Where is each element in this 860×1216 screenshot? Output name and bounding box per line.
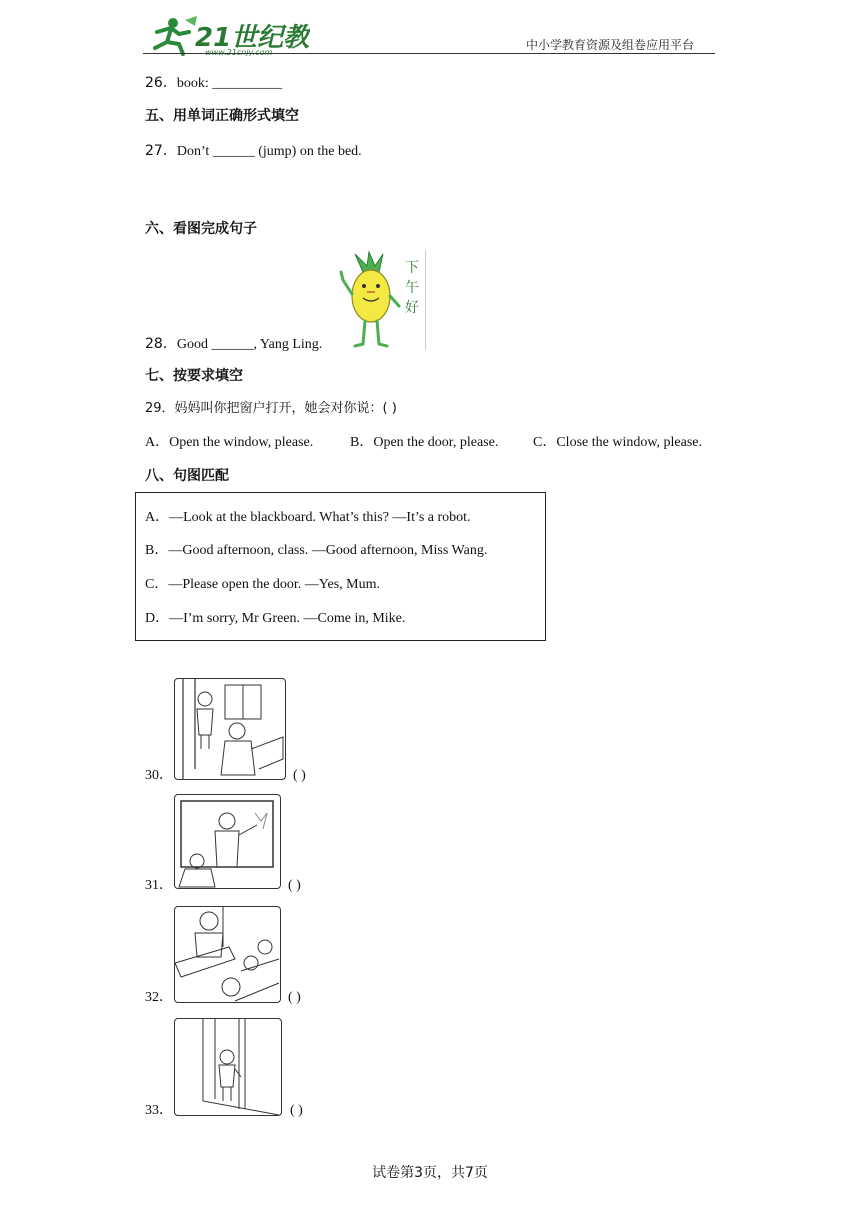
- picture-30: [174, 678, 286, 780]
- header-divider: [143, 53, 715, 54]
- section-5-title: 五、用单词正确形式填空: [145, 108, 299, 124]
- picture-32: [174, 906, 281, 1003]
- match-option-b: B．—Good afternoon, class. —Good afternoon, Miss Wang.: [145, 543, 488, 558]
- item-31-answer-blank[interactable]: ( ): [288, 878, 301, 893]
- match-option-a: A．—Look at the blackboard. What’s this? —It’s a robot.: [145, 510, 471, 525]
- platform-name: 中小学教育资源及组卷应用平台: [526, 38, 695, 52]
- question-text: book: __________: [176, 76, 283, 91]
- picture-char-3: 好: [405, 300, 419, 316]
- pineapple-picture: [333, 250, 426, 350]
- question-number: 29．: [145, 401, 175, 416]
- item-32-number: 32．: [145, 990, 173, 1005]
- logo-text: 21世纪教: [195, 23, 310, 53]
- picture-char-1: 下: [405, 260, 419, 276]
- item-32-answer-blank[interactable]: ( ): [288, 990, 301, 1005]
- question-26: [145, 74, 282, 93]
- item-30-number: 30．: [145, 768, 173, 783]
- page-footer: 试卷第3页，共7页: [372, 1165, 488, 1181]
- question-28: [145, 335, 322, 354]
- section-7-title: 七、按要求填空: [145, 368, 243, 384]
- match-option-c: C．—Please open the door. —Yes, Mum.: [145, 577, 381, 592]
- section-6-title: 六、看图完成句子: [145, 221, 257, 237]
- match-option-d: D．—I’m sorry, Mr Green. —Come in, Mike.: [145, 611, 406, 626]
- picture-31: [174, 794, 281, 889]
- option-a: A．Open the window, please.: [145, 435, 314, 450]
- item-33-number: 33．: [145, 1103, 173, 1118]
- picture-char-2: 午: [405, 280, 419, 296]
- question-number: 26．: [145, 75, 177, 91]
- item-33-answer-blank[interactable]: ( ): [290, 1103, 303, 1118]
- logo-url-text: www.21cnjy.com: [205, 48, 273, 56]
- question-text: Good ______, Yang Ling.: [176, 337, 323, 352]
- item-31-number: 31．: [145, 878, 173, 893]
- option-b: B．Open the door, please.: [350, 435, 499, 450]
- question-text: 妈妈叫你把窗户打开，她会对你说：( ): [174, 401, 397, 416]
- item-30-answer-blank[interactable]: ( ): [293, 768, 306, 783]
- question-29: [145, 400, 397, 418]
- picture-33: [174, 1018, 282, 1116]
- question-27: [145, 142, 362, 161]
- question-text: Don’t ______ (jump) on the bed.: [176, 144, 362, 159]
- option-c: C．Close the window, please.: [533, 435, 703, 450]
- question-number: 27．: [145, 143, 177, 159]
- question-number: 28．: [145, 336, 177, 352]
- section-8-title: 八、句图匹配: [145, 468, 229, 484]
- site-logo: [145, 14, 310, 56]
